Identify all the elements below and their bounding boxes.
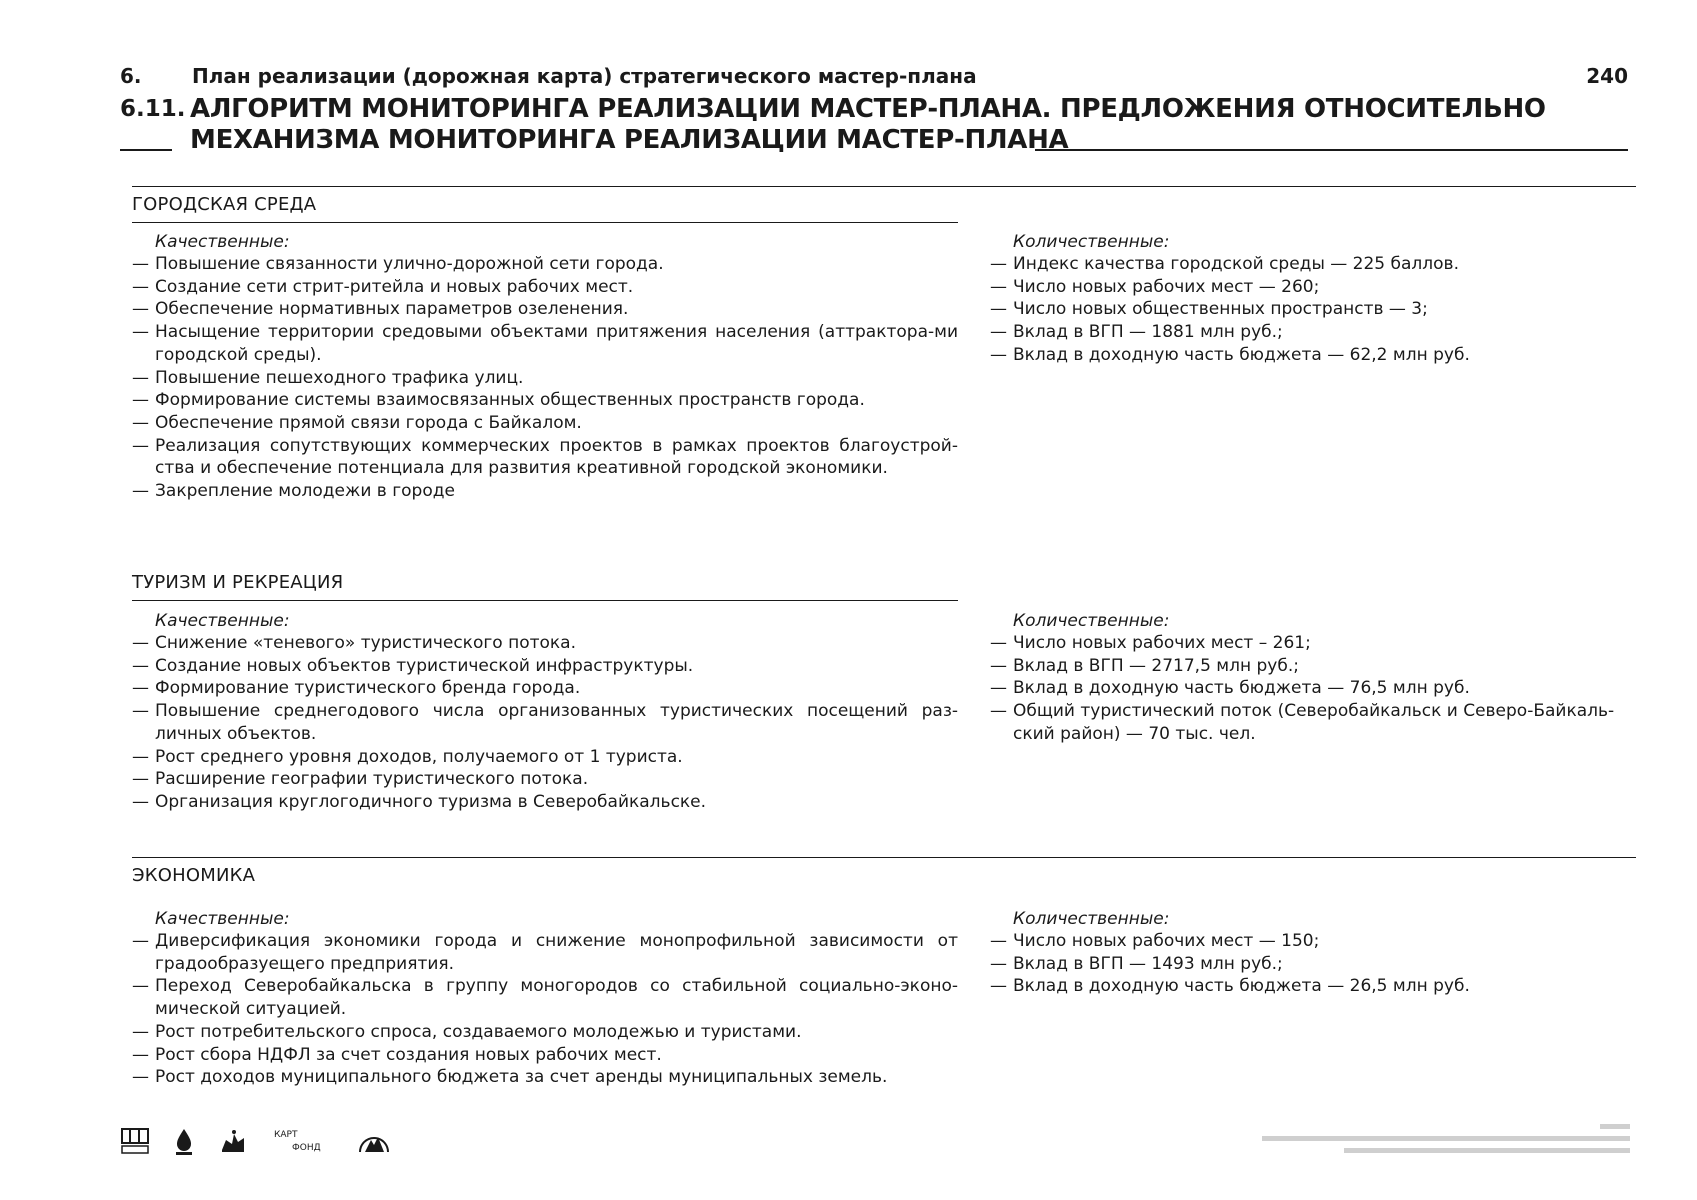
list-item: — Организация круглогодичного туризма в Северобайкальске. [132,791,958,814]
section-economy [132,857,1636,1088]
section-divider [132,857,1636,858]
list-item: — Переход Северобайкальска в группу моногородов со стабильной социально-эконо-мической ситуацией. [132,975,958,1020]
list-item: — Вклад в ВГП — 2717,5 млн руб.; [990,655,1636,678]
dom-rf-logo [120,1126,150,1156]
mountain-logo [356,1126,392,1156]
header-rule-left [120,149,172,151]
quantitative-label: Количественные: [1013,232,1170,252]
list-item: — Число новых рабочих мест — 260; [990,276,1636,299]
section-underline [132,600,958,601]
section-underline [132,222,958,223]
section-title: ТУРИЗМ И РЕКРЕАЦИЯ [132,572,344,593]
section-urban-environment [132,186,1636,502]
section-divider [132,186,1636,187]
qualitative-label: Качественные: [155,909,290,929]
list-item: — Рост сбора НДФЛ за счет создания новых рабочих мест. [132,1044,958,1067]
list-item: — Формирование туристического бренда города. [132,677,958,700]
list-item: — Расширение географии туристического потока. [132,768,958,791]
kartfond-text-bottom: ФОНД [292,1143,321,1153]
list-item: — Вклад в ВГП — 1881 млн руб.; [990,321,1636,344]
section-heading [120,64,1628,88]
list-item: — Число новых рабочих мест — 150; [990,930,1636,953]
page-number: 240 [1586,64,1628,88]
list-item: — Диверсификация экономики города и снижение монопрофильной зависимости от градообразуещего предприятия. [132,930,958,975]
qualitative-label: Качественные: [155,232,290,252]
footer-note-graphic [1262,1122,1632,1162]
list-item: — Снижение «теневого» туристического потока. [132,632,958,655]
subsection-title [190,94,1546,156]
list-item: — Вклад в доходную часть бюджета — 76,5 млн руб. [990,677,1636,700]
list-item: — Повышение среднегодового числа организованных туристических посещений раз-личных объектов. [132,700,958,745]
header-rule-right [1035,149,1628,151]
page-header [120,64,1628,156]
list-item: — Индекс качества городской среды — 225 баллов. [990,253,1636,276]
quantitative-column [990,231,1636,367]
qualitative-column [132,908,958,1089]
seal-logo [218,1126,248,1156]
list-item: — Повышение связанности улично-дорожной сети города. [132,253,958,276]
drop-logo [172,1126,196,1156]
list-item: — Реализация сопутствующих коммерческих проектов в рамках проектов благоустрой-ства и обеспечение потенциала для развития креативной городской экономики. [132,435,958,480]
footer-note [1262,1122,1632,1166]
quantitative-label: Количественные: [1013,909,1170,929]
qualitative-label: Качественные: [155,611,290,631]
list-item: — Рост потребительского спроса, создаваемого молодежью и туристами. [132,1021,958,1044]
list-item: — Общий туристический поток (Северобайкальск и Северо-Байкаль-ский район) — 70 тыс. чел. [990,700,1636,745]
section-tourism [132,572,1636,812]
section-title: ГОРОДСКАЯ СРЕДА [132,194,317,215]
quantitative-column [990,908,1636,998]
list-item: — Число новых общественных пространств — 3; [990,298,1636,321]
section-title: План реализации (дорожная карта) стратегического мастер-плана [192,64,977,88]
list-item: — Рост доходов муниципального бюджета за счет аренды муниципальных земель. [132,1066,958,1089]
qualitative-column [132,231,958,503]
kartfond-text-top: КАРТ [274,1130,298,1140]
quantitative-label: Количественные: [1013,611,1170,631]
list-item: — Повышение пешеходного трафика улиц. [132,367,958,390]
list-item: — Закрепление молодежи в городе [132,480,958,503]
list-item: — Вклад в ВГП — 1493 млн руб.; [990,953,1636,976]
subsection-heading [120,94,1628,156]
list-item: — Обеспечение прямой связи города с Байкалом. [132,412,958,435]
qualitative-column [132,610,958,814]
subsection-title-line2: МЕХАНИЗМА МОНИТОРИНГА РЕАЛИЗАЦИИ МАСТЕР-ПЛАНА [190,125,1069,155]
list-item: — Создание сети стрит-ритейла и новых рабочих мест. [132,276,958,299]
section-number: 6. [120,64,142,88]
list-item: — Создание новых объектов туристической инфраструктуры. [132,655,958,678]
kartfond-logo [270,1126,334,1156]
subsection-number: 6.11. [120,96,186,122]
list-item: — Число новых рабочих мест – 261; [990,632,1636,655]
list-item: — Вклад в доходную часть бюджета — 26,5 млн руб. [990,975,1636,998]
quantitative-column [990,610,1636,746]
footer-logos [120,1126,392,1156]
subsection-title-line1: АЛГОРИТМ МОНИТОРИНГА РЕАЛИЗАЦИИ МАСТЕР-ПЛАНА. ПРЕДЛОЖЕНИЯ ОТНОСИТЕЛЬНО [190,94,1546,124]
list-item: — Формирование системы взаимосвязанных общественных пространств города. [132,389,958,412]
list-item: — Обеспечение нормативных параметров озеленения. [132,298,958,321]
list-item: — Вклад в доходную часть бюджета — 62,2 млн руб. [990,344,1636,367]
list-item: — Насыщение территории средовыми объектами притяжения населения (аттрактора-ми городской среды). [132,321,958,366]
section-title: ЭКОНОМИКА [132,865,256,886]
list-item: — Рост среднего уровня доходов, получаемого от 1 туриста. [132,746,958,769]
